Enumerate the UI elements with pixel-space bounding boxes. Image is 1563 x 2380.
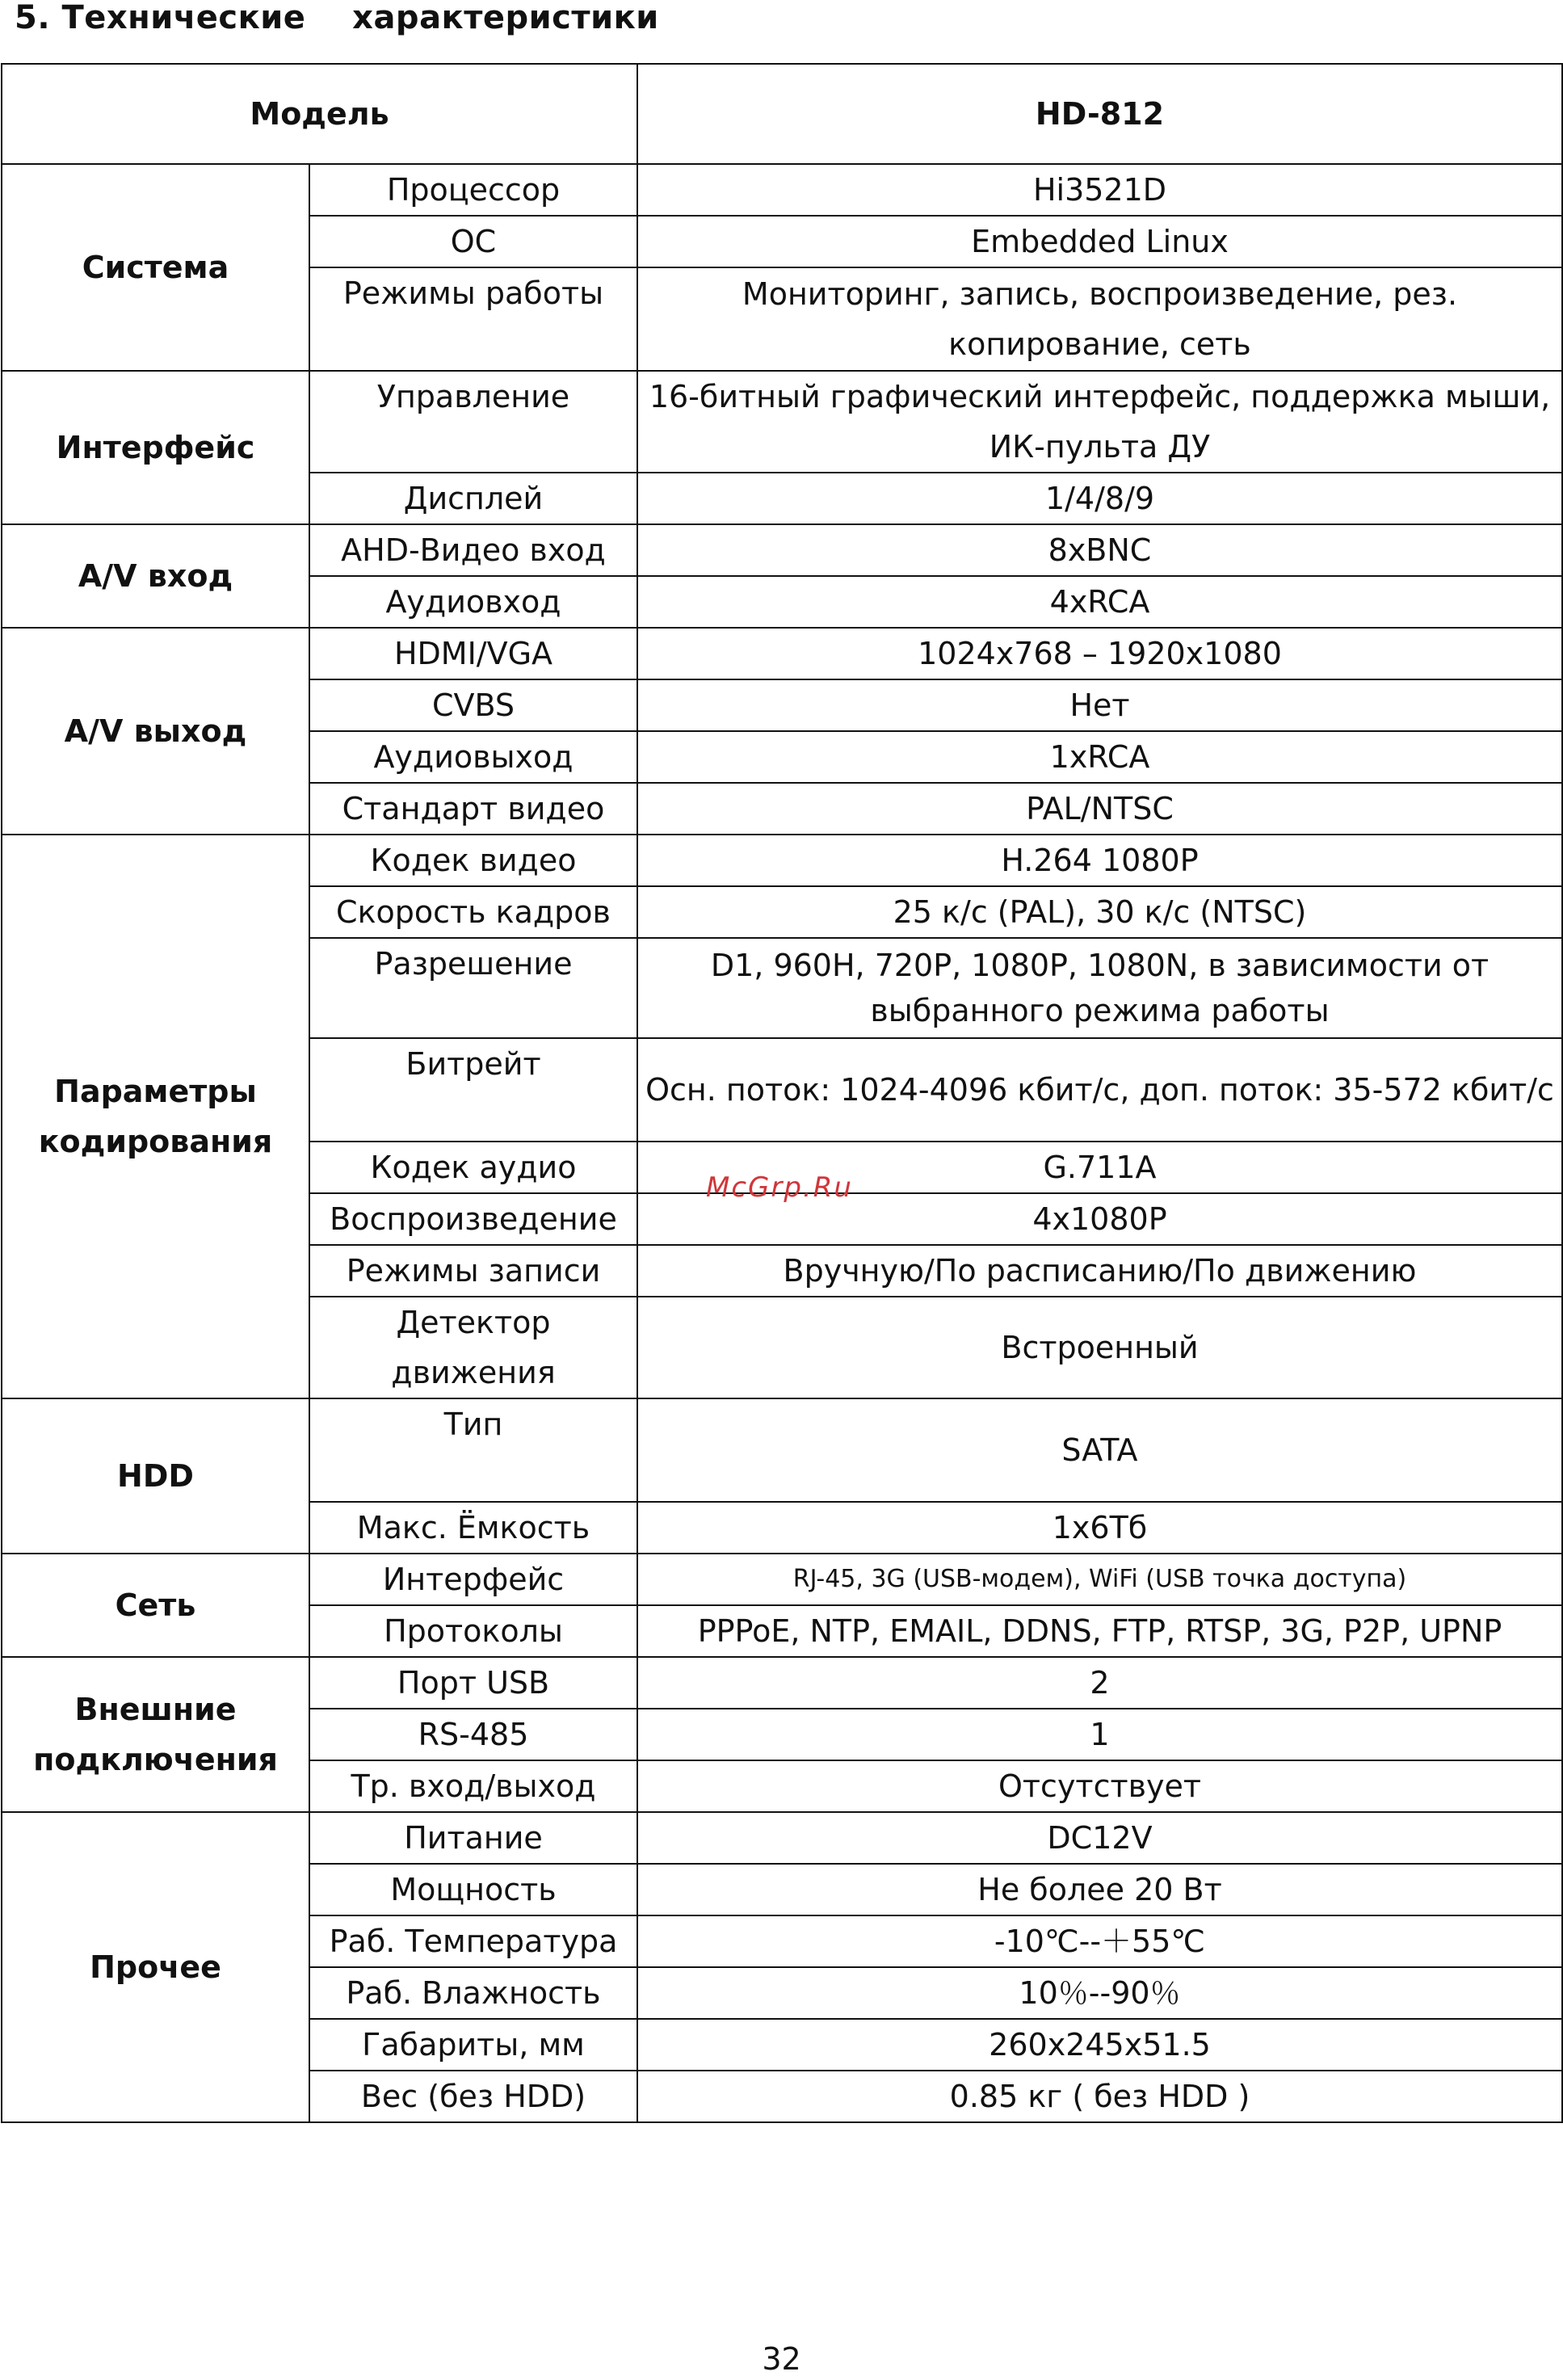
row-value: H.264 1080P: [637, 835, 1562, 886]
row-label: CVBS: [309, 679, 637, 731]
row-value: PAL/NTSC: [637, 783, 1562, 835]
table-row: [2, 524, 1562, 576]
row-label: Тип: [309, 1398, 637, 1502]
row-value: 16-битный графический интерфейс, поддержка мыши, ИК-пульта ДУ: [637, 371, 1562, 473]
page-number: 32: [762, 2341, 801, 2377]
category-av-out: A/V выход: [2, 628, 309, 835]
row-label: Вес (без HDD): [309, 2071, 637, 2122]
table-header-row: [2, 64, 1562, 164]
row-label: Протоколы: [309, 1605, 637, 1657]
row-label: Раб. Температура: [309, 1915, 637, 1967]
row-value: D1, 960H, 720P, 1080P, 1080N, в зависимости от выбранного режима работы: [637, 938, 1562, 1038]
category-av-in: A/V вход: [2, 524, 309, 628]
row-value: -10℃--＋55℃: [637, 1915, 1562, 1967]
category-external: Внешние подключения: [2, 1657, 309, 1812]
row-label: Режимы работы: [309, 267, 637, 371]
row-label: AHD-Видео вход: [309, 524, 637, 576]
row-label: Детектор движения: [309, 1297, 637, 1398]
row-label: HDMI/VGA: [309, 628, 637, 679]
row-label: Кодек видео: [309, 835, 637, 886]
table-row: [2, 1812, 1562, 1864]
row-value: G.711A: [637, 1142, 1562, 1193]
row-value: Отсутствует: [637, 1760, 1562, 1812]
category-system: Система: [2, 164, 309, 371]
row-value: 25 к/с (PAL), 30 к/с (NTSC): [637, 886, 1562, 938]
row-value: DC12V: [637, 1812, 1562, 1864]
section-heading: 5. Технические характеристики: [15, 0, 659, 36]
row-value: 8xBNC: [637, 524, 1562, 576]
row-value: SATA: [637, 1398, 1562, 1502]
row-label: Воспроизведение: [309, 1193, 637, 1245]
row-label: Тр. вход/выход: [309, 1760, 637, 1812]
row-label: Аудиовход: [309, 576, 637, 628]
row-value: 1xRCA: [637, 731, 1562, 783]
row-value: PPPoE, NTP, EMAIL, DDNS, FTP, RTSP, 3G, P2P, UPNP: [637, 1605, 1562, 1657]
table-row: [2, 371, 1562, 473]
row-label: Скорость кадров: [309, 886, 637, 938]
row-label: Процессор: [309, 164, 637, 216]
row-label: Битрейт: [309, 1038, 637, 1142]
row-value: Нет: [637, 679, 1562, 731]
row-label: Стандарт видео: [309, 783, 637, 835]
row-value: 260x245x51.5: [637, 2019, 1562, 2071]
category-network: Сеть: [2, 1554, 309, 1657]
table-row: [2, 1398, 1562, 1502]
spec-table: [1, 63, 1563, 2123]
row-label: Режимы записи: [309, 1245, 637, 1297]
table-row: [2, 164, 1562, 216]
category-hdd: HDD: [2, 1398, 309, 1554]
row-value: Embedded Linux: [637, 216, 1562, 267]
row-value: 10％--90％: [637, 1967, 1562, 2019]
row-value: Мониторинг, запись, воспроизведение, рез. копирование, сеть: [637, 267, 1562, 371]
category-other: Прочее: [2, 1812, 309, 2122]
watermark: McGrp.Ru: [706, 1171, 853, 1204]
row-value: Встроенный: [637, 1297, 1562, 1398]
row-value: 1/4/8/9: [637, 473, 1562, 524]
table-row: [2, 1554, 1562, 1605]
row-label: Питание: [309, 1812, 637, 1864]
row-label: Кодек аудио: [309, 1142, 637, 1193]
table-row: [2, 628, 1562, 679]
row-value: Осн. поток: 1024-4096 кбит/с, доп. поток: 35-572 кбит/с: [637, 1038, 1562, 1142]
category-interface: Интерфейс: [2, 371, 309, 524]
category-encoding: Параметры кодирования: [2, 835, 309, 1398]
row-value: 2: [637, 1657, 1562, 1709]
row-label: Порт USB: [309, 1657, 637, 1709]
row-label: Аудиовыход: [309, 731, 637, 783]
row-label: RS-485: [309, 1709, 637, 1760]
row-label: Раб. Влажность: [309, 1967, 637, 2019]
row-value: Вручную/По расписанию/По движению: [637, 1245, 1562, 1297]
row-value: 0.85 кг ( без HDD ): [637, 2071, 1562, 2122]
row-value: Не более 20 Вт: [637, 1864, 1562, 1915]
row-label: ОС: [309, 216, 637, 267]
table-row: [2, 1657, 1562, 1709]
row-label: Разрешение: [309, 938, 637, 1038]
row-label: Управление: [309, 371, 637, 473]
row-value: Hi3521D: [637, 164, 1562, 216]
row-value: 1x6Тб: [637, 1502, 1562, 1554]
row-label: Габариты, мм: [309, 2019, 637, 2071]
row-value: 4x1080P: [637, 1193, 1562, 1245]
row-label: Дисплей: [309, 473, 637, 524]
row-label: Мощность: [309, 1864, 637, 1915]
table-row: [2, 835, 1562, 886]
header-model-value: HD-812: [637, 64, 1562, 164]
header-model-label: Модель: [2, 64, 637, 164]
row-value: 4xRCA: [637, 576, 1562, 628]
row-label: Макс. Ёмкость: [309, 1502, 637, 1554]
row-value: 1: [637, 1709, 1562, 1760]
row-value: RJ-45, 3G (USB-модем), WiFi (USB точка доступа): [637, 1554, 1562, 1605]
row-label: Интерфейс: [309, 1554, 637, 1605]
row-value: 1024x768 – 1920x1080: [637, 628, 1562, 679]
